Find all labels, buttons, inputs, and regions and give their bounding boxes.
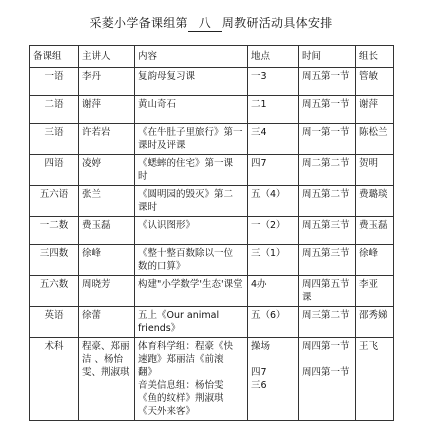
- leader-cell: 陈松兰: [356, 124, 394, 155]
- time-cell: [299, 186, 356, 217]
- content-line: 时: [138, 171, 148, 182]
- title-week-number: 八: [188, 14, 222, 32]
- place-cell: [248, 68, 299, 96]
- group-cell: 一二数: [30, 217, 79, 245]
- content-line: 翻》: [138, 367, 158, 378]
- place-line: 一（2）: [251, 220, 286, 231]
- place-cell: [248, 124, 299, 155]
- group-cell: 五六数: [30, 276, 79, 307]
- content-cell: [135, 186, 248, 217]
- group-cell: 四语: [30, 155, 79, 186]
- group-cell: 一语: [30, 68, 79, 96]
- content-line: 《天外来客》: [138, 406, 196, 417]
- title-suffix: 周教研活动具体安排: [221, 16, 333, 30]
- content-line: 《鱼的纹样》荆淑琪: [138, 393, 224, 404]
- group-cell: 二语: [30, 96, 79, 124]
- place-line: 四7: [251, 367, 267, 378]
- place-cell: [248, 186, 299, 217]
- speaker-line: 雯、荆淑琪: [82, 367, 130, 378]
- spacer: [251, 353, 295, 366]
- content-line: 体育科学组：程豪《快: [138, 341, 234, 352]
- place-cell: [248, 155, 299, 186]
- time-cell: [299, 245, 356, 276]
- header-cell: 地点: [248, 46, 299, 68]
- place-line: 一3: [251, 71, 267, 82]
- place-cell: [248, 276, 299, 307]
- content-cell: [135, 307, 248, 338]
- group-cell: 英语: [30, 307, 79, 338]
- leader-cell: 徐峰: [356, 245, 394, 276]
- content-cell: [135, 338, 248, 421]
- content-line: 《认识图形》: [138, 220, 196, 231]
- table-row: [30, 307, 394, 338]
- place-line: 4办: [251, 279, 267, 290]
- table-header-row: [30, 46, 394, 68]
- time-line: 周五第三节: [302, 220, 350, 231]
- content-line: 《在牛肚子里旅行》第一: [138, 127, 243, 138]
- spacer: [302, 353, 352, 366]
- table-row: [30, 186, 394, 217]
- place-line: 五（4）: [251, 189, 286, 200]
- place-cell: [248, 338, 299, 421]
- time-line: 周五第三节: [302, 248, 350, 259]
- speaker-cell: [79, 338, 135, 421]
- table-row: [30, 276, 394, 307]
- time-cell: [299, 155, 356, 186]
- content-line: 复韵母复习课: [138, 71, 196, 82]
- content-cell: [135, 217, 248, 245]
- content-cell: [135, 68, 248, 96]
- table-row: [30, 245, 394, 276]
- place-line: 三（1）: [251, 248, 286, 259]
- content-line: 音美信息组：杨怡雯: [138, 380, 224, 391]
- content-line: 构建"小学数学'生态'课堂: [138, 279, 243, 290]
- time-line: 周四第一节: [302, 341, 350, 352]
- table-row: [30, 217, 394, 245]
- place-line: 五（6）: [251, 310, 286, 321]
- place-cell: [248, 96, 299, 124]
- place-line: 四7: [251, 158, 267, 169]
- leader-cell: 谢萍: [356, 96, 394, 124]
- speaker-cell: 张兰: [79, 186, 135, 217]
- content-line: 《圆明园的毁灭》第二: [138, 189, 234, 200]
- place-line: 三6: [251, 380, 267, 391]
- time-cell: [299, 68, 356, 96]
- speaker-cell: 徐蕾: [79, 307, 135, 338]
- content-line: 速跑》郑丽洁《前滚: [138, 354, 224, 365]
- time-line: 周四第五节课: [302, 279, 350, 303]
- time-line: 周四第一节: [302, 367, 350, 378]
- speaker-cell: 费玉磊: [79, 217, 135, 245]
- speaker-cell: 徐峰: [79, 245, 135, 276]
- leader-cell: 费玉磊: [356, 217, 394, 245]
- table-row: [30, 155, 394, 186]
- time-cell: [299, 96, 356, 124]
- speaker-cell: 周晓芳: [79, 276, 135, 307]
- content-line: 黄山奇石: [138, 99, 177, 110]
- leader-cell: 李亚: [356, 276, 394, 307]
- speaker-cell: 谢萍: [79, 96, 135, 124]
- place-cell: [248, 245, 299, 276]
- place-line: 三4: [251, 127, 267, 138]
- content-line: 课时: [138, 202, 158, 213]
- table-row: [30, 338, 394, 421]
- header-cell: 主讲人: [79, 46, 135, 68]
- speaker-cell: 许若岩: [79, 124, 135, 155]
- group-cell: 五六语: [30, 186, 79, 217]
- time-cell: [299, 338, 356, 421]
- content-line: 数的口算》: [138, 261, 186, 272]
- place-cell: [248, 217, 299, 245]
- header-cell: 组长: [356, 46, 394, 68]
- leader-cell: 邵秀娣: [356, 307, 394, 338]
- place-line: 操场: [251, 341, 271, 352]
- group-cell: 术科: [30, 338, 79, 421]
- time-line: 周二第二节: [302, 158, 350, 169]
- leader-cell: 贺明: [356, 155, 394, 186]
- leader-cell: 费璐琰: [356, 186, 394, 217]
- content-cell: [135, 96, 248, 124]
- time-cell: [299, 124, 356, 155]
- leader-cell: 王飞: [356, 338, 394, 421]
- content-cell: [135, 124, 248, 155]
- speaker-cell: 凌婷: [79, 155, 135, 186]
- header-cell: 时间: [299, 46, 356, 68]
- content-line: 课时及评课: [138, 140, 186, 151]
- leader-cell: 管敏: [356, 68, 394, 96]
- group-cell: 三四数: [30, 245, 79, 276]
- time-cell: [299, 307, 356, 338]
- time-line: 周三第二节: [302, 310, 350, 321]
- table-row: [30, 96, 394, 124]
- page-title: [0, 14, 422, 32]
- content-cell: [135, 245, 248, 276]
- content-line: 《蟋蟀的住宅》第一课: [138, 158, 234, 169]
- schedule-table: [29, 45, 394, 421]
- time-line: 周五第一节: [302, 71, 350, 82]
- header-cell: 内容: [135, 46, 248, 68]
- content-line: friends》: [138, 323, 181, 334]
- place-line: 二1: [251, 99, 267, 110]
- content-line: 五上《Our animal: [138, 310, 220, 321]
- group-cell: 三语: [30, 124, 79, 155]
- content-cell: [135, 276, 248, 307]
- speaker-line: 洁 、杨怡: [82, 354, 124, 365]
- place-cell: [248, 307, 299, 338]
- time-cell: [299, 217, 356, 245]
- time-line: 周五第二节: [302, 189, 350, 200]
- time-line: 周一第一节: [302, 127, 350, 138]
- content-line: 《整十整百数除以一位: [138, 248, 234, 259]
- speaker-line: 程豪、郑丽: [82, 341, 130, 352]
- title-prefix: 采菱小学备课组第: [89, 16, 188, 30]
- speaker-cell: 李丹: [79, 68, 135, 96]
- header-cell: 备课组: [30, 46, 79, 68]
- time-cell: [299, 276, 356, 307]
- content-cell: [135, 155, 248, 186]
- time-line: 周五第一节: [302, 99, 350, 110]
- table-row: [30, 124, 394, 155]
- table-row: [30, 68, 394, 96]
